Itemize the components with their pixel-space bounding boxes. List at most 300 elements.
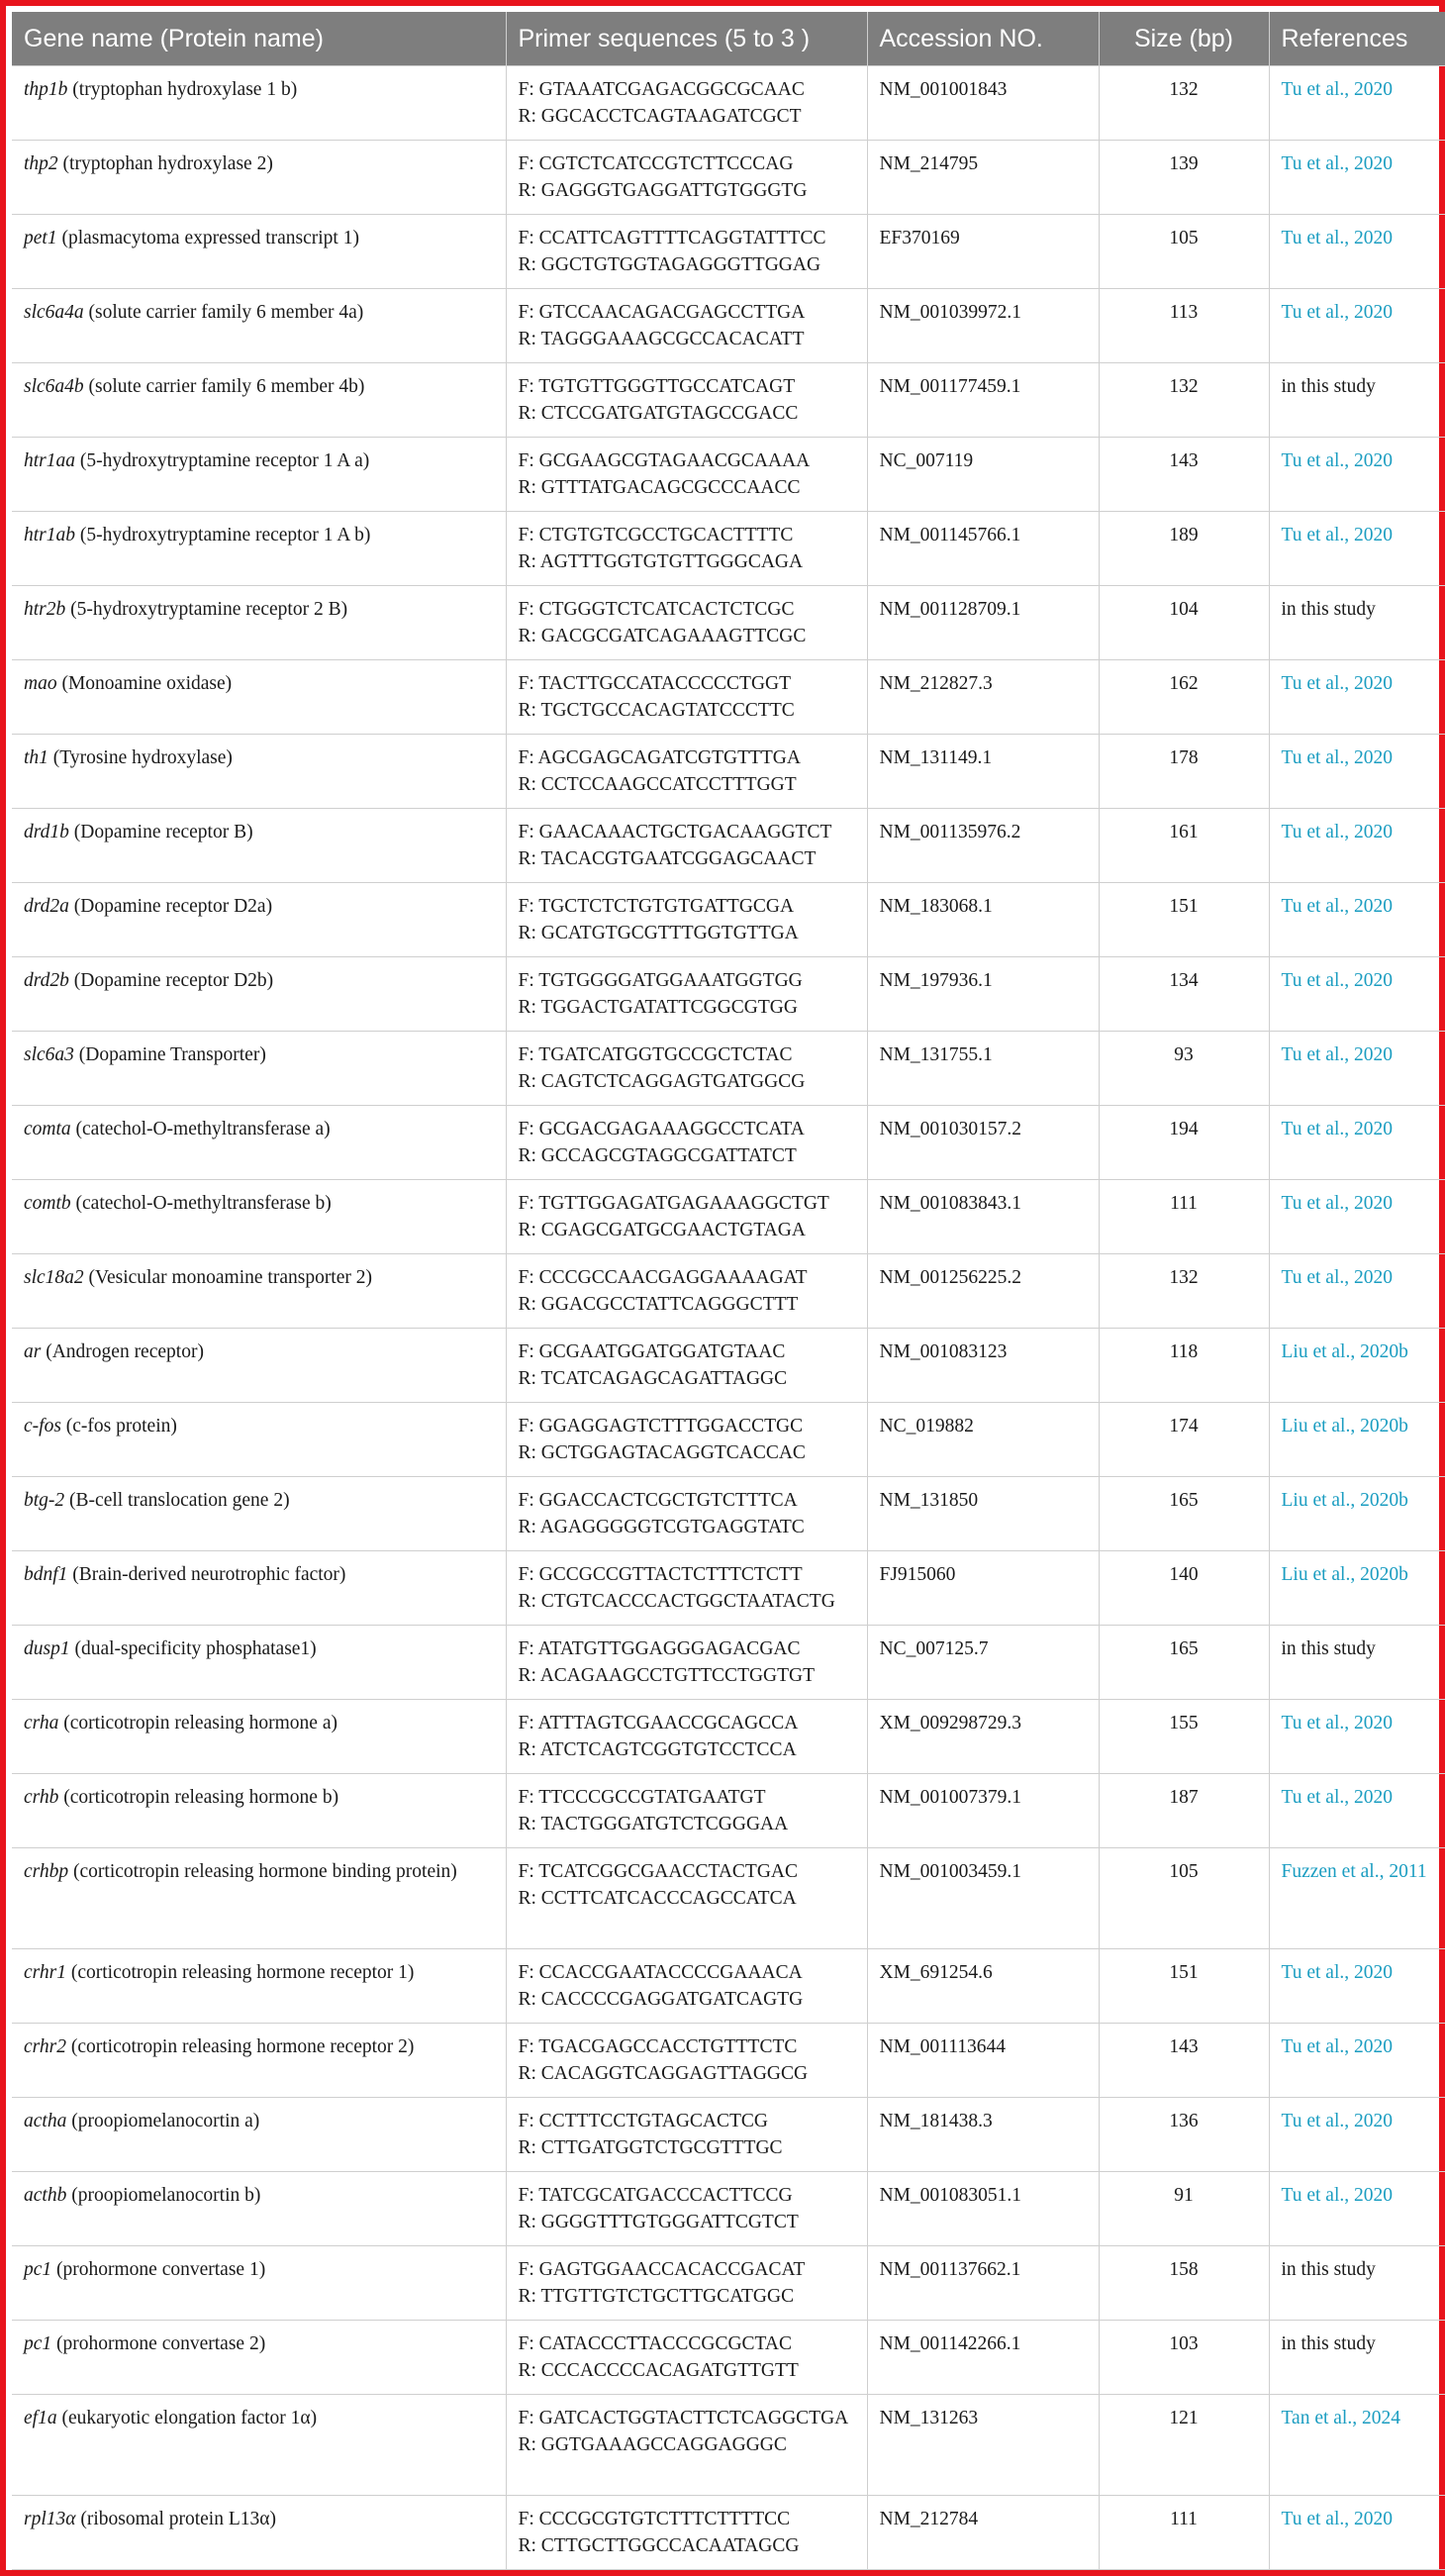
reference-link[interactable]: Tu et al., 2020 <box>1281 2185 1393 2206</box>
protein-name: (tryptophan hydroxylase 2) <box>57 153 273 174</box>
protein-name: (tryptophan hydroxylase 1 b) <box>67 79 298 100</box>
table-header <box>12 12 1445 66</box>
accession-cell: NM_001145766.1 <box>867 512 1099 586</box>
accession-cell: XM_009298729.3 <box>867 1700 1099 1774</box>
size-cell: 132 <box>1099 1254 1269 1329</box>
accession-cell: NM_212784 <box>867 2496 1099 2570</box>
reverse-primer: R: CTGTCACCCACTGGCTAATACTG <box>518 1591 835 1612</box>
table-row <box>12 660 1445 735</box>
reference-cell <box>1269 1949 1445 2024</box>
accession-cell: NM_001003459.1 <box>867 1848 1099 1949</box>
accession-cell: FJ915060 <box>867 1551 1099 1626</box>
gene-symbol: comta <box>24 1119 71 1139</box>
gene-symbol: btg-2 <box>24 1490 65 1511</box>
reverse-primer: R: GAGGGTGAGGATTGTGGGTG <box>518 180 808 201</box>
protein-name: (5-hydroxytryptamine receptor 1 A a) <box>75 450 370 471</box>
gene-cell <box>12 1403 506 1477</box>
table-row <box>12 2172 1445 2246</box>
reference-link[interactable]: Tu et al., 2020 <box>1281 2111 1393 2131</box>
table-row <box>12 1949 1445 2024</box>
reference-cell <box>1269 809 1445 883</box>
reverse-primer: R: ATCTCAGTCGGTGTCCTCCA <box>518 1739 797 1760</box>
gene-symbol: actha <box>24 2111 67 2131</box>
forward-primer: F: ATATGTTGGAGGGAGACGAC <box>518 1638 801 1659</box>
reverse-primer: R: TAGGGAAAGCGCCACACATT <box>518 329 805 349</box>
reference-link[interactable]: Tu et al., 2020 <box>1281 896 1393 917</box>
table-row <box>12 1106 1445 1180</box>
size-cell: 194 <box>1099 1106 1269 1180</box>
reference-link[interactable]: Tu et al., 2020 <box>1281 1044 1393 1065</box>
reference-link[interactable]: Fuzzen et al., 2011 <box>1281 1861 1427 1882</box>
size-cell: 93 <box>1099 1032 1269 1106</box>
forward-primer: F: TGTGTTGGGTTGCCATCAGT <box>518 376 796 397</box>
reference-link[interactable]: Tu et al., 2020 <box>1281 1193 1393 1214</box>
forward-primer: F: CGTCTCATCCGTCTTCCCAG <box>518 153 794 174</box>
size-cell: 174 <box>1099 1403 1269 1477</box>
primer-cell <box>506 2395 867 2496</box>
reverse-primer: R: CTTGATGGTCTGCGTTTGC <box>518 2137 783 2158</box>
reference-cell <box>1269 586 1445 660</box>
table-row <box>12 1774 1445 1848</box>
reverse-primer: R: GCTGGAGTACAGGTCACCAC <box>518 1442 806 1463</box>
gene-symbol: pet1 <box>24 228 57 248</box>
forward-primer: F: TCATCGGCGAACCTACTGAC <box>518 1861 798 1882</box>
forward-primer: F: AGCGAGCAGATCGTGTTTGA <box>518 747 801 768</box>
gene-cell <box>12 1774 506 1848</box>
reference-cell <box>1269 438 1445 512</box>
size-cell: 134 <box>1099 957 1269 1032</box>
header-accession: Accession NO. <box>867 12 1099 66</box>
forward-primer: F: GATCACTGGTACTTCTCAGGCTGA <box>518 2408 849 2428</box>
protein-name: (5-hydroxytryptamine receptor 2 B) <box>65 599 348 620</box>
primer-cell <box>506 2496 867 2570</box>
reverse-primer: R: CACAGGTCAGGAGTTAGGCG <box>518 2063 809 2084</box>
table-row <box>12 1032 1445 1106</box>
forward-primer: F: TGTGGGGATGGAAATGGTGG <box>518 970 803 991</box>
accession-cell: NM_001137662.1 <box>867 2246 1099 2321</box>
reverse-primer: R: TACTGGGATGTCTCGGGAA <box>518 1814 789 1834</box>
reference-cell <box>1269 1551 1445 1626</box>
reference-cell <box>1269 1848 1445 1949</box>
gene-cell <box>12 2321 506 2395</box>
gene-symbol: pc1 <box>24 2259 52 2280</box>
gene-cell <box>12 2395 506 2496</box>
reference-cell <box>1269 1032 1445 1106</box>
forward-primer: F: CTGGGTCTCATCACTCTCGC <box>518 599 795 620</box>
size-cell: 111 <box>1099 1180 1269 1254</box>
gene-symbol: crhb <box>24 1787 59 1808</box>
gene-symbol: mao <box>24 673 57 694</box>
reverse-primer: R: GACGCGATCAGAAAGTTCGC <box>518 626 807 646</box>
reverse-primer: R: CAGTCTCAGGAGTGATGGCG <box>518 1071 806 1092</box>
size-cell: 187 <box>1099 1774 1269 1848</box>
reference-cell <box>1269 289 1445 363</box>
table-row <box>12 1477 1445 1551</box>
protein-name: (ribosomal protein L13α) <box>75 2509 276 2529</box>
primer-cell <box>506 141 867 215</box>
table-row <box>12 2321 1445 2395</box>
accession-cell: NM_001177459.1 <box>867 363 1099 438</box>
size-cell: 140 <box>1099 1551 1269 1626</box>
reference-link[interactable]: Tu et al., 2020 <box>1281 79 1393 100</box>
gene-symbol: slc18a2 <box>24 1267 84 1288</box>
accession-cell: NC_019882 <box>867 1403 1099 1477</box>
reference-link[interactable]: Liu et al., 2020b <box>1281 1341 1408 1362</box>
size-cell: 139 <box>1099 141 1269 215</box>
reverse-primer: R: GGCTGTGGTAGAGGGTTGGAG <box>518 254 821 275</box>
gene-symbol: slc6a3 <box>24 1044 74 1065</box>
reference-cell <box>1269 2496 1445 2570</box>
gene-symbol: ar <box>24 1341 42 1362</box>
primer-cell <box>506 1626 867 1700</box>
reverse-primer: R: CGAGCGATGCGAACTGTAGA <box>518 1220 806 1240</box>
reference-cell <box>1269 1774 1445 1848</box>
reference-cell <box>1269 883 1445 957</box>
gene-cell <box>12 1329 506 1403</box>
forward-primer: F: CCCGCGTGTCTTTCTTTTCC <box>518 2509 791 2529</box>
size-cell: 105 <box>1099 215 1269 289</box>
protein-name: (plasmacytoma expressed transcript 1) <box>56 228 359 248</box>
protein-name: (Vesicular monoamine transporter 2) <box>83 1267 372 1288</box>
reference-cell <box>1269 2024 1445 2098</box>
protein-name: (proopiomelanocortin b) <box>66 2185 261 2206</box>
forward-primer: F: CCATTCAGTTTTCAGGTATTTCC <box>518 228 826 248</box>
protein-name: (Tyrosine hydroxylase) <box>48 747 233 768</box>
gene-cell <box>12 2246 506 2321</box>
gene-cell <box>12 512 506 586</box>
reference-text: in this study <box>1281 2259 1376 2280</box>
reverse-primer: R: GTTTATGACAGCGCCCAACC <box>518 477 801 498</box>
accession-cell: XM_691254.6 <box>867 1949 1099 2024</box>
gene-cell <box>12 1949 506 2024</box>
size-cell: 103 <box>1099 2321 1269 2395</box>
protein-name: (dual-specificity phosphatase1) <box>69 1638 317 1659</box>
reference-cell <box>1269 1180 1445 1254</box>
gene-symbol: bdnf1 <box>24 1564 68 1585</box>
accession-cell: NM_001142266.1 <box>867 2321 1099 2395</box>
size-cell: 165 <box>1099 1626 1269 1700</box>
table-row <box>12 2098 1445 2172</box>
forward-primer: F: TGCTCTCTGTGTGATTGCGA <box>518 896 795 917</box>
protein-name: (solute carrier family 6 member 4a) <box>83 302 364 323</box>
accession-cell: NM_131755.1 <box>867 1032 1099 1106</box>
gene-symbol: rpl13α <box>24 2509 76 2529</box>
reference-link[interactable]: Tu et al., 2020 <box>1281 302 1393 323</box>
primer-cell <box>506 1949 867 2024</box>
reverse-primer: R: TGGACTGATATTCGGCGTGG <box>518 997 798 1018</box>
table-row <box>12 215 1445 289</box>
table-row <box>12 438 1445 512</box>
reference-cell <box>1269 957 1445 1032</box>
forward-primer: F: TACTTGCCATACCCCCTGGT <box>518 673 792 694</box>
gene-symbol: c-fos <box>24 1416 61 1437</box>
accession-cell: NM_001039972.1 <box>867 289 1099 363</box>
forward-primer: F: GAGTGGAACCACACCGACAT <box>518 2259 806 2280</box>
reference-text: in this study <box>1281 376 1376 397</box>
reverse-primer: R: AGTTTGGTGTGTTGGGCAGA <box>518 551 804 572</box>
accession-cell: NM_001007379.1 <box>867 1774 1099 1848</box>
protein-name: (corticotropin releasing hormone receptor 1) <box>65 1962 415 1983</box>
reference-cell <box>1269 2321 1445 2395</box>
forward-primer: F: GGAGGAGTCTTTGGACCTGC <box>518 1416 804 1437</box>
accession-cell: NM_001083123 <box>867 1329 1099 1403</box>
size-cell: 151 <box>1099 883 1269 957</box>
reverse-primer: R: CTCCGATGATGTAGCCGACC <box>518 403 799 424</box>
primer-cell <box>506 883 867 957</box>
gene-symbol: slc6a4b <box>24 376 84 397</box>
reference-link[interactable]: Tu et al., 2020 <box>1281 228 1393 248</box>
reference-link[interactable]: Tu et al., 2020 <box>1281 2509 1393 2529</box>
reverse-primer: R: TCATCAGAGCAGATTAGGC <box>518 1368 788 1389</box>
gene-cell <box>12 660 506 735</box>
protein-name: (Dopamine receptor B) <box>68 822 253 842</box>
protein-name: (corticotropin releasing hormone binding protein) <box>68 1861 457 1882</box>
primer-cell <box>506 809 867 883</box>
accession-cell: NM_131149.1 <box>867 735 1099 809</box>
gene-cell <box>12 957 506 1032</box>
size-cell: 132 <box>1099 66 1269 141</box>
primer-cell <box>506 735 867 809</box>
protein-name: (solute carrier family 6 member 4b) <box>83 376 365 397</box>
reference-link[interactable]: Tu et al., 2020 <box>1281 450 1393 471</box>
primer-cell <box>506 2024 867 2098</box>
reference-link[interactable]: Tu et al., 2020 <box>1281 1962 1393 1983</box>
reference-link[interactable]: Tu et al., 2020 <box>1281 2036 1393 2057</box>
size-cell: 158 <box>1099 2246 1269 2321</box>
reverse-primer: R: CCTTCATCACCCAGCCATCA <box>518 1888 797 1909</box>
forward-primer: F: CATACCCTTACCCGCGCTAC <box>518 2333 792 2354</box>
forward-primer: F: GCGAATGGATGGATGTAAC <box>518 1341 786 1362</box>
size-cell: 161 <box>1099 809 1269 883</box>
gene-symbol: drd2b <box>24 970 69 991</box>
reference-link[interactable]: Tu et al., 2020 <box>1281 970 1393 991</box>
reference-link[interactable]: Tu et al., 2020 <box>1281 673 1393 694</box>
protein-name: (Brain-derived neurotrophic factor) <box>67 1564 346 1585</box>
reverse-primer: R: AGAGGGGGTCGTGAGGTATC <box>518 1517 805 1537</box>
gene-cell <box>12 2098 506 2172</box>
gene-symbol: thp1b <box>24 79 68 100</box>
gene-symbol: acthb <box>24 2185 67 2206</box>
size-cell: 162 <box>1099 660 1269 735</box>
primer-cell <box>506 1551 867 1626</box>
gene-cell <box>12 1106 506 1180</box>
primer-cell <box>506 1477 867 1551</box>
table-row <box>12 1403 1445 1477</box>
accession-cell: NM_001083843.1 <box>867 1180 1099 1254</box>
accession-cell: EF370169 <box>867 215 1099 289</box>
forward-primer: F: GTCCAACAGACGAGCCTTGA <box>518 302 806 323</box>
size-cell: 136 <box>1099 2098 1269 2172</box>
forward-primer: F: TGACGAGCCACCTGTTTCTC <box>518 2036 798 2057</box>
accession-cell: NM_183068.1 <box>867 883 1099 957</box>
forward-primer: F: TGATCATGGTGCCGCTCTAC <box>518 1044 793 1065</box>
reference-link[interactable]: Tu et al., 2020 <box>1281 822 1393 842</box>
size-cell: 151 <box>1099 1949 1269 2024</box>
primer-cell <box>506 2321 867 2395</box>
reverse-primer: R: GGACGCCTATTCAGGGCTTT <box>518 1294 799 1315</box>
protein-name: (catechol-O-methyltransferase a) <box>70 1119 331 1139</box>
gene-cell <box>12 1700 506 1774</box>
reference-cell <box>1269 660 1445 735</box>
accession-cell: NC_007125.7 <box>867 1626 1099 1700</box>
table-row <box>12 1551 1445 1626</box>
protein-name: (Dopamine receptor D2a) <box>68 896 273 917</box>
gene-cell <box>12 1477 506 1551</box>
accession-cell: NM_001001843 <box>867 66 1099 141</box>
reference-cell <box>1269 1329 1445 1403</box>
reference-cell <box>1269 2098 1445 2172</box>
protein-name: (catechol-O-methyltransferase b) <box>70 1193 332 1214</box>
table-row <box>12 586 1445 660</box>
protein-name: (5-hydroxytryptamine receptor 1 A b) <box>75 525 371 545</box>
accession-cell: NM_001113644 <box>867 2024 1099 2098</box>
protein-name: (corticotropin releasing hormone receptor 2) <box>65 2036 415 2057</box>
reference-link[interactable]: Tu et al., 2020 <box>1281 1119 1393 1139</box>
gene-symbol: htr1ab <box>24 525 76 545</box>
gene-cell <box>12 735 506 809</box>
header-size: Size (bp) <box>1099 12 1269 66</box>
primer-table <box>12 12 1445 2570</box>
gene-symbol: drd2a <box>24 896 69 917</box>
primer-cell <box>506 1180 867 1254</box>
gene-cell <box>12 1180 506 1254</box>
reference-link[interactable]: Tu et al., 2020 <box>1281 153 1393 174</box>
accession-cell: NM_197936.1 <box>867 957 1099 1032</box>
primer-cell <box>506 586 867 660</box>
forward-primer: F: TATCGCATGACCCACTTCCG <box>518 2185 793 2206</box>
accession-cell: NM_001256225.2 <box>867 1254 1099 1329</box>
reference-link[interactable]: Liu et al., 2020b <box>1281 1490 1408 1511</box>
primer-cell <box>506 66 867 141</box>
forward-primer: F: GCCGCCGTTACTCTTTCTCTT <box>518 1564 803 1585</box>
table-row <box>12 141 1445 215</box>
gene-symbol: comtb <box>24 1193 71 1214</box>
reference-cell <box>1269 735 1445 809</box>
forward-primer: F: GCGACGAGAAAGGCCTCATA <box>518 1119 805 1139</box>
primer-cell <box>506 363 867 438</box>
reference-link[interactable]: Tu et al., 2020 <box>1281 1267 1393 1288</box>
gene-cell <box>12 438 506 512</box>
reference-link[interactable]: Tu et al., 2020 <box>1281 1713 1393 1734</box>
reference-link[interactable]: Liu et al., 2020b <box>1281 1564 1408 1585</box>
reference-cell <box>1269 1254 1445 1329</box>
reference-link[interactable]: Tan et al., 2024 <box>1281 2408 1400 2428</box>
reference-link[interactable]: Liu et al., 2020b <box>1281 1416 1408 1437</box>
accession-cell: NM_001030157.2 <box>867 1106 1099 1180</box>
protein-name: (proopiomelanocortin a) <box>66 2111 260 2131</box>
protein-name: (Monoamine oxidase) <box>56 673 233 694</box>
primer-cell <box>506 1106 867 1180</box>
primer-cell <box>506 957 867 1032</box>
reference-cell <box>1269 512 1445 586</box>
gene-cell <box>12 2172 506 2246</box>
primer-cell <box>506 289 867 363</box>
size-cell: 155 <box>1099 1700 1269 1774</box>
gene-cell <box>12 289 506 363</box>
reverse-primer: R: GCCAGCGTAGGCGATTATCT <box>518 1145 797 1166</box>
table-row <box>12 1329 1445 1403</box>
table-row <box>12 1700 1445 1774</box>
protein-name: (Androgen receptor) <box>41 1341 204 1362</box>
size-cell: 132 <box>1099 363 1269 438</box>
forward-primer: F: GAACAAACTGCTGACAAGGTCT <box>518 822 832 842</box>
table-row <box>12 1626 1445 1700</box>
reference-link[interactable]: Tu et al., 2020 <box>1281 1787 1393 1808</box>
size-cell: 91 <box>1099 2172 1269 2246</box>
gene-symbol: htr1aa <box>24 450 76 471</box>
forward-primer: F: GCGAAGCGTAGAACGCAAAA <box>518 450 811 471</box>
gene-cell <box>12 883 506 957</box>
reference-cell <box>1269 2246 1445 2321</box>
reference-cell <box>1269 215 1445 289</box>
primer-cell <box>506 1700 867 1774</box>
protein-name: (corticotropin releasing hormone b) <box>58 1787 339 1808</box>
gene-symbol: ef1a <box>24 2408 57 2428</box>
reverse-primer: R: CACCCCGAGGATGATCAGTG <box>518 1989 804 2010</box>
reverse-primer: R: CCTCCAAGCCATCCTTTGGT <box>518 774 797 795</box>
gene-symbol: crhr2 <box>24 2036 66 2057</box>
gene-cell <box>12 2496 506 2570</box>
reference-cell <box>1269 1700 1445 1774</box>
primer-cell <box>506 1774 867 1848</box>
reverse-primer: R: GGTGAAAGCCAGGAGGGC <box>518 2434 787 2455</box>
forward-primer: F: CCTTTCCTGTAGCACTCG <box>518 2111 769 2131</box>
gene-symbol: pc1 <box>24 2333 52 2354</box>
gene-cell <box>12 1848 506 1949</box>
gene-symbol: crhbp <box>24 1861 69 1882</box>
gene-cell <box>12 809 506 883</box>
protein-name: (prohormone convertase 1) <box>51 2259 266 2280</box>
table-row <box>12 735 1445 809</box>
size-cell: 178 <box>1099 735 1269 809</box>
reference-text: in this study <box>1281 1638 1376 1659</box>
gene-symbol: htr2b <box>24 599 66 620</box>
accession-cell: NM_212827.3 <box>867 660 1099 735</box>
table-row <box>12 2395 1445 2496</box>
size-cell: 113 <box>1099 289 1269 363</box>
reference-link[interactable]: Tu et al., 2020 <box>1281 747 1393 768</box>
table-row <box>12 957 1445 1032</box>
accession-cell: NM_001135976.2 <box>867 809 1099 883</box>
size-cell: 104 <box>1099 586 1269 660</box>
reverse-primer: R: CCCACCCCACAGATGTTGTT <box>518 2360 799 2381</box>
accession-cell: NM_001083051.1 <box>867 2172 1099 2246</box>
table-row <box>12 2496 1445 2570</box>
primer-cell <box>506 660 867 735</box>
protein-name: (eukaryotic elongation factor 1α) <box>56 2408 318 2428</box>
protein-name: (corticotropin releasing hormone a) <box>58 1713 337 1734</box>
gene-cell <box>12 1551 506 1626</box>
gene-cell <box>12 2024 506 2098</box>
primer-cell <box>506 1329 867 1403</box>
reverse-primer: R: GGCACCTCAGTAAGATCGCT <box>518 106 802 127</box>
primer-cell <box>506 2098 867 2172</box>
reference-cell <box>1269 2172 1445 2246</box>
forward-primer: F: GTAAATCGAGACGGCGCAAC <box>518 79 805 100</box>
reverse-primer: R: CTTGCTTGGCCACAATAGCG <box>518 2535 800 2556</box>
reference-cell <box>1269 1626 1445 1700</box>
reference-cell <box>1269 1477 1445 1551</box>
reference-cell <box>1269 66 1445 141</box>
gene-cell <box>12 141 506 215</box>
gene-cell <box>12 215 506 289</box>
forward-primer: F: TGTTGGAGATGAGAAAGGCTGT <box>518 1193 829 1214</box>
gene-symbol: crhr1 <box>24 1962 66 1983</box>
reference-link[interactable]: Tu et al., 2020 <box>1281 525 1393 545</box>
gene-cell <box>12 66 506 141</box>
gene-cell <box>12 1032 506 1106</box>
reference-cell <box>1269 2395 1445 2496</box>
